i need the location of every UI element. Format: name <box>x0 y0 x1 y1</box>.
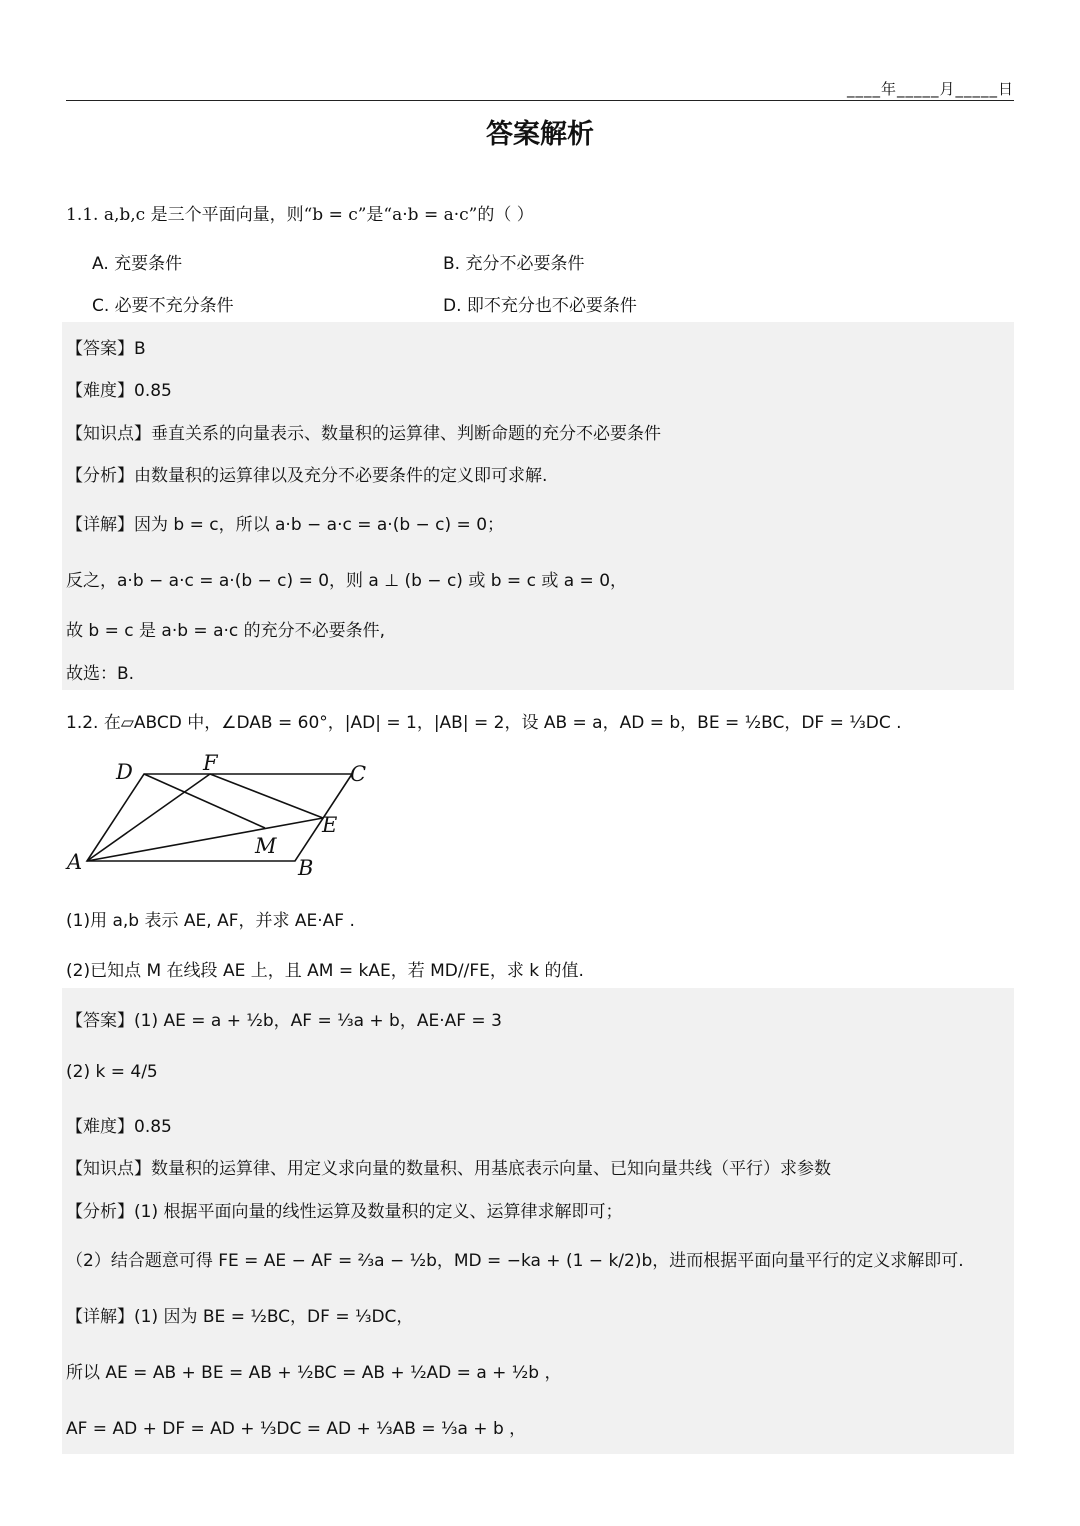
q1-detail-3: 故 b = c 是 a·b = a·c 的充分不必要条件, <box>66 621 386 641</box>
q2-stem: 1.2. 在▱ABCD 中，∠DAB = 60°，|AD| = 1，|AB| = 2，设 AB = a，AD = b，BE = ½BC，DF = ⅓DC . <box>66 713 902 733</box>
q1-option-b: B. 充分不必要条件 <box>443 254 585 274</box>
q1-option-c: C. 必要不充分条件 <box>92 296 234 316</box>
label-e: E <box>322 813 338 837</box>
q1-detail-4: 故选：B. <box>66 664 135 684</box>
label-b: B <box>298 856 314 880</box>
label-f: F <box>203 751 218 775</box>
q1-option-a: A. 充要条件 <box>92 254 183 274</box>
q2-analysis-1: 【分析】(1) 根据平面向量的线性运算及数量积的定义、运算律求解即可； <box>66 1202 623 1222</box>
label-c: C <box>350 762 367 786</box>
q2-detail-2: 所以 AE = AB + BE = AB + ½BC = AB + ½AD = a + ½b ， <box>66 1363 562 1383</box>
label-d: D <box>116 760 133 784</box>
q2-part-2: (2)已知点 M 在线段 AE 上，且 AM = kAE，若 MD//FE，求 k 的值. <box>66 961 584 981</box>
label-a: A <box>67 850 83 874</box>
parallelogram-abcd <box>87 774 352 861</box>
q1-stem: 1.1. a,b,c 是三个平面向量，则“b = c”是“a·b = a·c”的（ ） <box>66 205 534 225</box>
q2-answer-2: (2) k = 4/5 <box>66 1062 158 1082</box>
q1-difficulty: 【难度】0.85 <box>66 381 172 401</box>
q2-answer-1: 【答案】(1) AE = a + ½b，AF = ⅓a + b，AE·AF = 3 <box>66 1011 502 1031</box>
q2-difficulty: 【难度】0.85 <box>66 1117 172 1137</box>
segment-ae <box>87 818 323 861</box>
segment-dm <box>144 774 265 828</box>
segment-af <box>87 774 210 861</box>
q1-detail-2: 反之，a·b − a·c = a·(b − c) = 0，则 a ⊥ (b − c) 或 b = c 或 a = 0， <box>66 571 628 591</box>
page-title: 答案解析 <box>486 119 594 150</box>
parallelogram-diagram <box>62 748 382 883</box>
q1-knowledge: 【知识点】垂直关系的向量表示、数量积的运算律、判断命题的充分不必要条件 <box>66 424 661 444</box>
header-rule <box>66 100 1014 101</box>
q1-analysis: 【分析】由数量积的运算律以及充分不必要条件的定义即可求解. <box>66 466 548 486</box>
q2-part-1: (1)用 a,b 表示 AE, AF，并求 AE·AF . <box>66 911 355 931</box>
q2-analysis-2: （2）结合题意可得 FE = AE − AF = ⅔a − ½b，MD = −ka + (1 − k/2)b，进而根据平面向量平行的定义求解即可. <box>66 1251 964 1271</box>
q2-detail-3: AF = AD + DF = AD + ⅓DC = AD + ⅓AB = ⅓a + b ， <box>66 1419 527 1439</box>
date-blanks: ____年_____月_____日 <box>846 80 1014 98</box>
q2-detail-1: 【详解】(1) 因为 BE = ½BC，DF = ⅓DC， <box>66 1307 414 1327</box>
label-m: M <box>255 834 277 858</box>
q1-answer: 【答案】B <box>66 339 146 359</box>
q2-knowledge: 【知识点】数量积的运算律、用定义求向量的数量积、用基底表示向量、已知向量共线（平行）求参数 <box>66 1159 831 1179</box>
q1-detail-1: 【详解】因为 b = c，所以 a·b − a·c = a·(b − c) = 0； <box>66 515 505 535</box>
q1-option-d: D. 即不充分也不必要条件 <box>443 296 637 316</box>
